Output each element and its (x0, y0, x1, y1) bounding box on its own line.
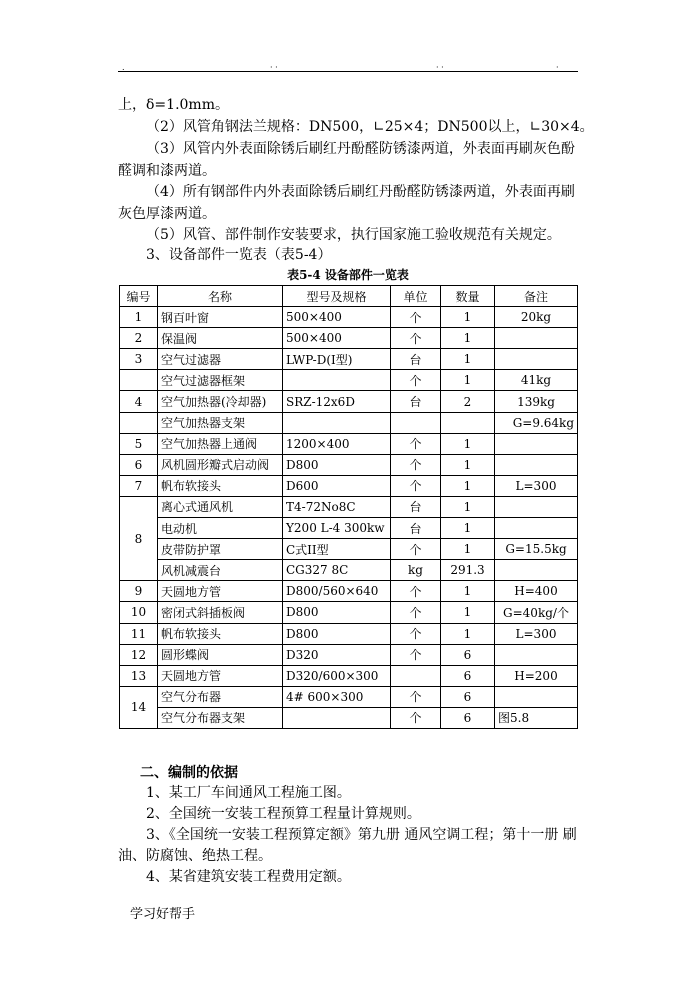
header-mark: . (122, 63, 125, 72)
cell-quantity: 1 (441, 581, 495, 602)
equipment-table (119, 285, 578, 729)
cell-unit: 个 (391, 433, 441, 454)
cell-spec: D800 (283, 454, 391, 475)
table-row (120, 665, 578, 686)
cell-name: 风机圆形瓣式启动阀 (158, 454, 283, 475)
cell-name: 空气加热器(冷却器) (158, 391, 283, 412)
cell-remark: 20kg (495, 307, 578, 328)
header-mark: · · (270, 63, 278, 72)
cell-name: 天圆地方管 (158, 665, 283, 686)
table-row (120, 454, 578, 475)
cell-unit: 个 (391, 539, 441, 560)
cell-spec: D800 (283, 623, 391, 644)
cell-name: 帆布软接头 (158, 623, 283, 644)
cell-spec: 4# 600×300 (283, 686, 391, 707)
cell-spec: 1200×400 (283, 433, 391, 454)
body-paragraph: （2）风管角钢法兰规格：DN500，∟25×4；DN500以上，∟30×4。 (146, 119, 594, 135)
cell-quantity: 1 (441, 496, 495, 517)
cell-name: 天圆地方管 (158, 581, 283, 602)
basis-item: 4、某省建筑安装工程费用定额。 (146, 869, 351, 885)
table-row (120, 370, 578, 391)
section-heading: 二、编制的依据 (140, 765, 238, 781)
cell-remark (495, 518, 578, 539)
table-row (120, 644, 578, 665)
table-row (120, 307, 578, 328)
cell-remark (495, 433, 578, 454)
table-row (120, 475, 578, 496)
cell-quantity: 1 (441, 349, 495, 370)
cell-number: 12 (120, 644, 158, 665)
cell-remark: G=40kg/个 (495, 602, 578, 623)
cell-quantity: 6 (441, 644, 495, 665)
cell-remark (495, 560, 578, 581)
header-mark: · (556, 63, 559, 72)
cell-number (120, 370, 158, 391)
cell-remark: 139kg (495, 391, 578, 412)
cell-quantity: 1 (441, 539, 495, 560)
cell-unit: kg (391, 560, 441, 581)
cell-number: 1 (120, 307, 158, 328)
cell-remark: H=400 (495, 581, 578, 602)
cell-unit: 个 (391, 328, 441, 349)
cell-remark: H=200 (495, 665, 578, 686)
cell-number (120, 412, 158, 433)
column-header: 编号 (120, 286, 158, 307)
column-header: 名称 (158, 286, 283, 307)
table-row (120, 412, 578, 433)
cell-unit: 台 (391, 391, 441, 412)
table-row (120, 623, 578, 644)
column-header: 数量 (441, 286, 495, 307)
cell-remark (495, 349, 578, 370)
cell-number: 10 (120, 602, 158, 623)
cell-quantity: 291.3 (441, 560, 495, 581)
cell-spec (283, 370, 391, 391)
cell-spec: LWP-D(I型) (283, 349, 391, 370)
body-paragraph: 上，δ=1.0mm。 (118, 97, 229, 113)
cell-unit: 个 (391, 623, 441, 644)
cell-spec: D800 (283, 602, 391, 623)
cell-remark (495, 328, 578, 349)
cell-spec: D600 (283, 475, 391, 496)
table-row (120, 581, 578, 602)
cell-quantity: 1 (441, 602, 495, 623)
column-header: 单位 (391, 286, 441, 307)
body-paragraph: 醛调和漆两道。 (118, 163, 216, 179)
cell-spec: Y200 L-4 300kw (283, 518, 391, 539)
cell-number: 5 (120, 433, 158, 454)
table-header-row (120, 286, 578, 307)
cell-quantity: 1 (441, 454, 495, 475)
table-row (120, 539, 578, 560)
table-row (120, 686, 578, 707)
cell-name: 空气过滤器 (158, 349, 283, 370)
table-row (120, 496, 578, 517)
cell-name: 风机减震台 (158, 560, 283, 581)
cell-unit: 个 (391, 644, 441, 665)
cell-name: 帆布软接头 (158, 475, 283, 496)
cell-quantity: 6 (441, 707, 495, 728)
table-row (120, 707, 578, 728)
cell-remark: L=300 (495, 475, 578, 496)
cell-remark (495, 686, 578, 707)
cell-spec (283, 707, 391, 728)
cell-unit (391, 665, 441, 686)
cell-name: 电动机 (158, 518, 283, 539)
cell-unit: 个 (391, 307, 441, 328)
cell-number: 7 (120, 475, 158, 496)
cell-name: 皮带防护罩 (158, 539, 283, 560)
cell-spec: 500×400 (283, 328, 391, 349)
column-header: 型号及规格 (283, 286, 391, 307)
cell-quantity: 1 (441, 433, 495, 454)
cell-name: 离心式通风机 (158, 496, 283, 517)
cell-remark: 41kg (495, 370, 578, 391)
cell-unit: 台 (391, 518, 441, 539)
cell-number: 14 (120, 686, 158, 728)
cell-spec (283, 412, 391, 433)
cell-name: 保温阀 (158, 328, 283, 349)
cell-unit: 个 (391, 454, 441, 475)
cell-name: 空气加热器支架 (158, 412, 283, 433)
cell-remark (495, 496, 578, 517)
table-row (120, 391, 578, 412)
cell-quantity: 1 (441, 370, 495, 391)
table-row (120, 349, 578, 370)
body-paragraph: （3）风管内外表面除锈后刷红丹酚醛防锈漆两道，外表面再刷灰色酚 (146, 141, 575, 157)
table-row (120, 518, 578, 539)
cell-quantity: 6 (441, 686, 495, 707)
header-rule (118, 71, 578, 72)
table-caption: 表5-4 设备部件一览表 (287, 268, 409, 282)
cell-name: 空气分布器 (158, 686, 283, 707)
cell-spec: T4-72No8C (283, 496, 391, 517)
cell-unit: 个 (391, 602, 441, 623)
cell-remark: L=300 (495, 623, 578, 644)
cell-name: 圆形蝶阀 (158, 644, 283, 665)
cell-name: 空气过滤器框架 (158, 370, 283, 391)
cell-spec: D320/600×300 (283, 665, 391, 686)
table-row (120, 602, 578, 623)
cell-name: 钢百叶窗 (158, 307, 283, 328)
cell-unit: 个 (391, 370, 441, 391)
basis-item: 3、《全国统一安装工程预算定额》第九册 通风空调工程；第十一册 刷 (146, 827, 577, 843)
cell-unit (391, 412, 441, 433)
cell-quantity: 6 (441, 665, 495, 686)
cell-spec: SRZ-12x6D (283, 391, 391, 412)
cell-number: 3 (120, 349, 158, 370)
cell-quantity: 1 (441, 328, 495, 349)
cell-name: 空气分布器支架 (158, 707, 283, 728)
header-mark: · · (436, 63, 444, 72)
cell-name: 空气加热器上通阀 (158, 433, 283, 454)
cell-unit: 台 (391, 349, 441, 370)
cell-spec: CG327 8C (283, 560, 391, 581)
cell-spec: 500×400 (283, 307, 391, 328)
cell-remark: G=15.5kg (495, 539, 578, 560)
cell-unit: 台 (391, 496, 441, 517)
cell-remark (495, 644, 578, 665)
cell-number: 4 (120, 391, 158, 412)
cell-spec: D320 (283, 644, 391, 665)
table-row (120, 433, 578, 454)
cell-quantity (441, 412, 495, 433)
basis-item: 1、某工厂车间通风工程施工图。 (146, 785, 351, 801)
cell-unit: 个 (391, 581, 441, 602)
table-row (120, 560, 578, 581)
cell-remark: 图5.8 (495, 707, 578, 728)
cell-name: 密闭式斜插板阀 (158, 602, 283, 623)
cell-number: 9 (120, 581, 158, 602)
body-paragraph: （4）所有钢部件内外表面除锈后刷红丹酚醛防锈漆两道，外表面再刷 (146, 184, 575, 200)
cell-spec: C式II型 (283, 539, 391, 560)
cell-unit: 个 (391, 707, 441, 728)
cell-spec: D800/560×640 (283, 581, 391, 602)
footer-text: 学习好帮手 (130, 907, 196, 922)
cell-unit: 个 (391, 475, 441, 496)
cell-remark (495, 454, 578, 475)
cell-remark: G=9.64kg (495, 412, 578, 433)
body-paragraph: （5）风管、部件制作安装要求，执行国家施工验收规范有关规定。 (146, 227, 561, 243)
cell-number: 6 (120, 454, 158, 475)
basis-item: 2、全国统一安装工程预算工程量计算规则。 (146, 806, 421, 822)
cell-quantity: 1 (441, 518, 495, 539)
column-header: 备注 (495, 286, 578, 307)
cell-quantity: 1 (441, 623, 495, 644)
cell-quantity: 1 (441, 475, 495, 496)
cell-unit: 个 (391, 686, 441, 707)
cell-number: 11 (120, 623, 158, 644)
cell-number: 13 (120, 665, 158, 686)
basis-item: 油、防腐蚀、绝热工程。 (118, 848, 272, 864)
table-row (120, 328, 578, 349)
cell-quantity: 1 (441, 307, 495, 328)
body-paragraph: 灰色厚漆两道。 (118, 206, 216, 222)
cell-quantity: 2 (441, 391, 495, 412)
cell-number: 2 (120, 328, 158, 349)
body-paragraph: 3、设备部件一览表（表5-4） (146, 247, 332, 263)
cell-number: 8 (120, 496, 158, 580)
